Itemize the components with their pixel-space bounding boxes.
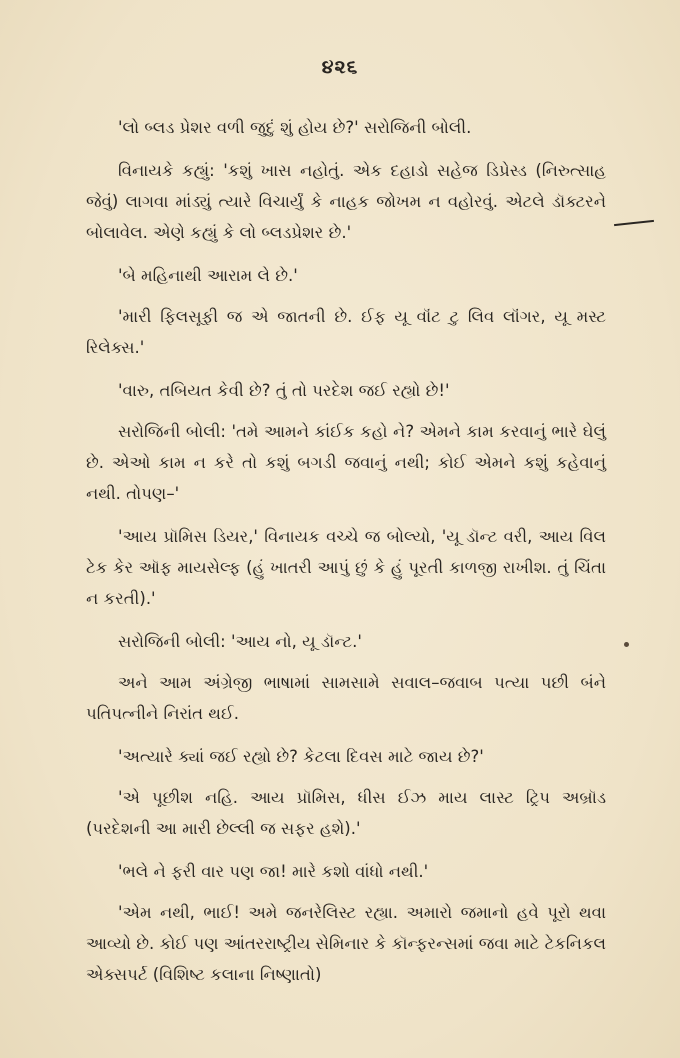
paragraph-12: 'ભલે ને ફરી વાર પણ જા! મારે કશો વાંધો નથી.' [118,862,429,881]
page-number: ૪૨૬ [321,56,359,78]
paragraph-8: સરોજિની બોલી: 'આય નો, યૂ ડૉન્ટ.' [118,632,362,651]
margin-pen-mark [614,220,654,226]
paragraph-5: 'વારુ, તબિયત કેવી છે? તું તો પરદેશ જઈ રહ્યો છે!' [118,381,450,400]
paragraph-7: 'આય પ્રૉમિસ ડિયર,' વિનાયક વચ્ચે જ બોલ્યો, 'યૂ ડૉન્ટ વરી, આય વિલ ટેક કેર ઑફ માયસેલ્ફ (હું ખાતરી આપું છું કે હું પૂરતી કાળજી રાખીશ. તું ચિંતા ન કરતી).' [86,527,606,608]
paragraph-4: 'મારી ફિલસૂફી જ એ જાતની છે. ઈફ યૂ વૉંટ ટુ લિવ લૉંગર, યૂ મસ્ટ રિલેક્સ.' [86,307,606,357]
paragraph-1: 'લો બ્લડ પ્રેશર વળી જુદું શું હોય છે?' સરોજિની બોલી. [118,118,472,137]
paragraph-9: અને આમ અંગ્રેજી ભાષામાં સામસામે સવાલ–જવાબ પત્યા પછી બંને પતિપત્નીને નિરાંત થઈ. [86,673,606,723]
paragraph-10: 'અત્યારે ક્યાં જઈ રહ્યો છે? કેટલા દિવસ માટે જાય છે?' [118,747,484,766]
body-text [86,112,606,1002]
paragraph-6: સરોજિની બોલી: 'તમે આમને કાંઈક કહો ને? એમને કામ કરવાનું ભારે ઘેલું છે. એઓ કામ ન કરે તો કશું બગડી જવાનું નથી; કોઈ એમને કશું કહેવાનું નથી. તોપણ–' [86,422,606,503]
margin-ink-dot [624,642,629,647]
paragraph-11: 'એ પૂછીશ નહિ. આય પ્રૉમિસ, ધીસ ઈઝ માય લાસ્ટ ટ્રિપ અબ્રૉડ (પરદેશની આ મારી છેલ્લી જ સફર હશે).' [86,788,606,838]
paragraph-3: 'બે મહિનાથી આરામ લે છે.' [118,266,298,285]
paragraph-13: 'એમ નથી, ભાઈ! અમે જનરેલિસ્ટ રહ્યા. અમારો જમાનો હવે પૂરો થવા આવ્યો છે. કોઈ પણ આંતરરાષ્ટ્રીય સેમિનાર કે કૉન્ફરન્સમાં જવા માટે ટેકનિકલ એક્સપર્ટ (વિશિષ્ટ કલાના નિષ્ણાતો) [86,903,606,984]
paragraph-2: વિનાયકે કહ્યું: 'કશું ખાસ નહોતું. એક દહાડો સહેજ ડિપ્રેસ્ડ (નિરુત્સાહ જેવું) લાગવા માંડ્યું ત્યારે વિચાર્યું કે નાહક જોખમ ન વહોરવું. એટલે ડૉક્ટરને બોલાવેલ. એણે કહ્યું કે લો બ્લડપ્રેશર છે.' [86,161,606,242]
